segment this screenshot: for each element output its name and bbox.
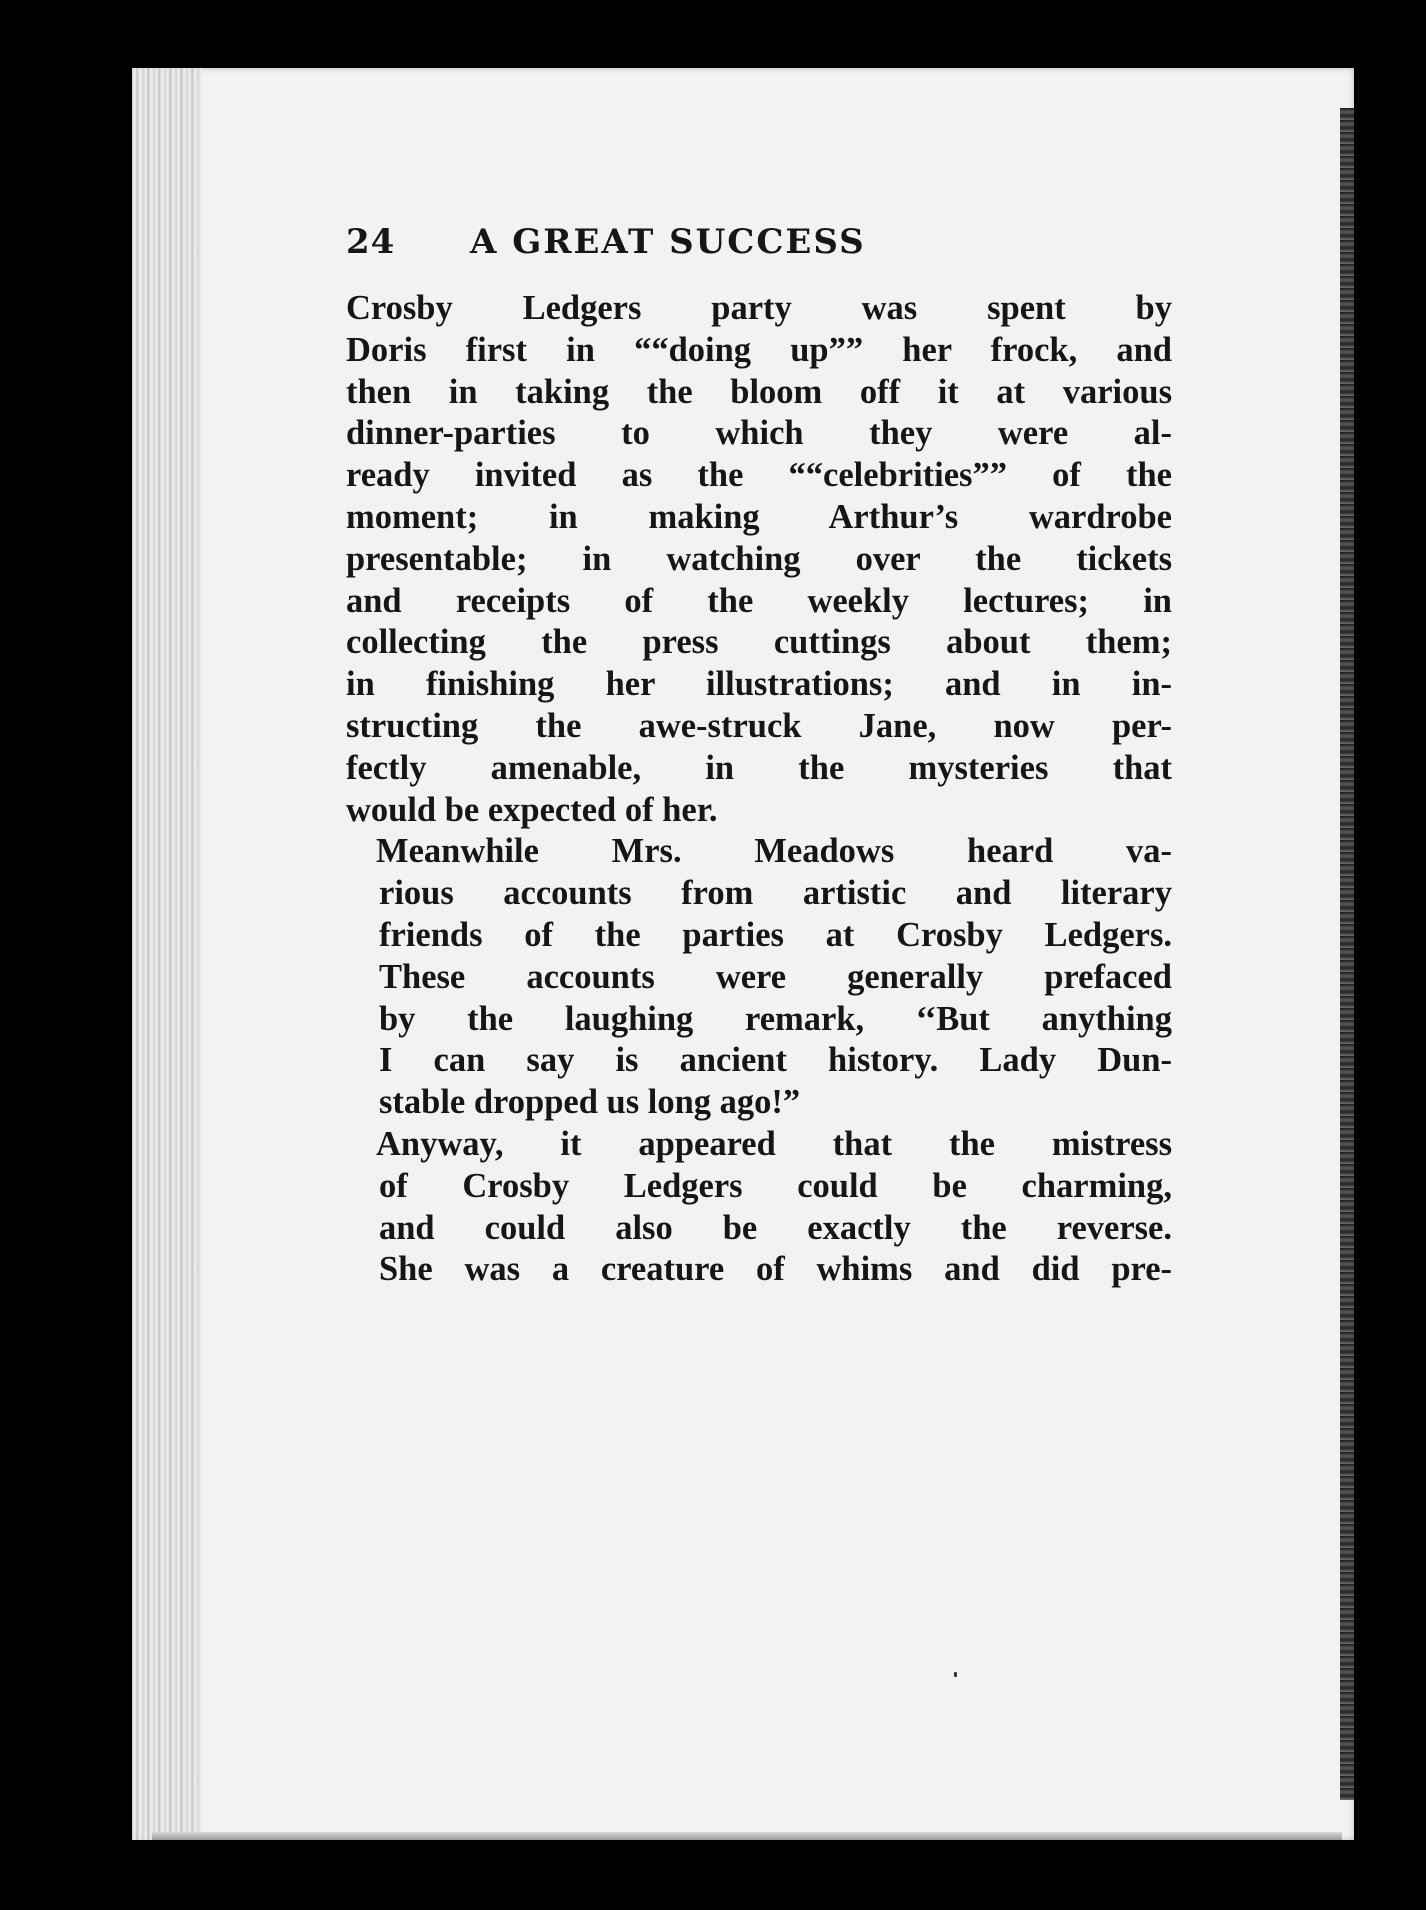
running-head <box>346 222 1172 266</box>
text-line: friends of the parties at Crosby Ledgers. <box>379 915 1172 954</box>
text-line: These accounts were generally prefaced <box>379 957 1172 996</box>
page-number: 24 <box>346 222 396 262</box>
running-title: A GREAT SUCCESS <box>470 222 866 262</box>
page-text-block <box>346 222 1172 1291</box>
text-line: structing the awe-struck Jane, now per- <box>346 706 1172 745</box>
text-line: in finishing her illustrations; and in in- <box>346 665 1172 704</box>
text-line: Meanwhile Mrs. Meadows heard va- <box>376 832 1172 871</box>
page-gutter <box>132 68 202 1840</box>
text-line: of Crosby Ledgers could be charming, <box>379 1166 1172 1205</box>
text-line: She was a creature of whims and did pre- <box>379 1250 1172 1289</box>
text-line: Anyway, it appeared that the mistress <box>376 1124 1172 1163</box>
text-line: I can say is ancient history. Lady Dun- <box>379 1041 1172 1080</box>
text-line: would be expected of her. <box>346 790 718 829</box>
paragraph <box>346 288 1172 831</box>
text-line: by the laughing remark, ‘‘But anything <box>379 999 1172 1038</box>
text-line: and receipts of the weekly lectures; in <box>346 581 1172 620</box>
text-line: moment; in making Arthur’s wardrobe <box>346 497 1172 536</box>
text-line: rious accounts from artistic and literary <box>379 874 1172 913</box>
text-line: Crosby Ledgers party was spent by <box>346 289 1172 327</box>
paragraph <box>346 831 1172 1124</box>
text-line: fectly amenable, in the mysteries that <box>346 748 1172 787</box>
scan-speck <box>954 1672 957 1677</box>
text-line: stable dropped us long ago!” <box>379 1083 801 1122</box>
page-bottom-edge <box>152 1832 1342 1840</box>
text-line: collecting the press cuttings about them; <box>346 623 1172 662</box>
page-edge <box>1340 108 1354 1800</box>
paragraph <box>346 1124 1172 1291</box>
text-line: Doris first in ““doing up”” her frock, and <box>346 330 1172 369</box>
text-line: presentable; in watching over the tickets <box>346 539 1172 578</box>
text-line: and could also be exactly the reverse. <box>379 1208 1172 1247</box>
text-line: ready invited as the ““celebrities”” of the <box>346 456 1172 495</box>
text-line: dinner-parties to which they were al- <box>346 414 1172 453</box>
text-line: then in taking the bloom off it at various <box>346 372 1172 411</box>
